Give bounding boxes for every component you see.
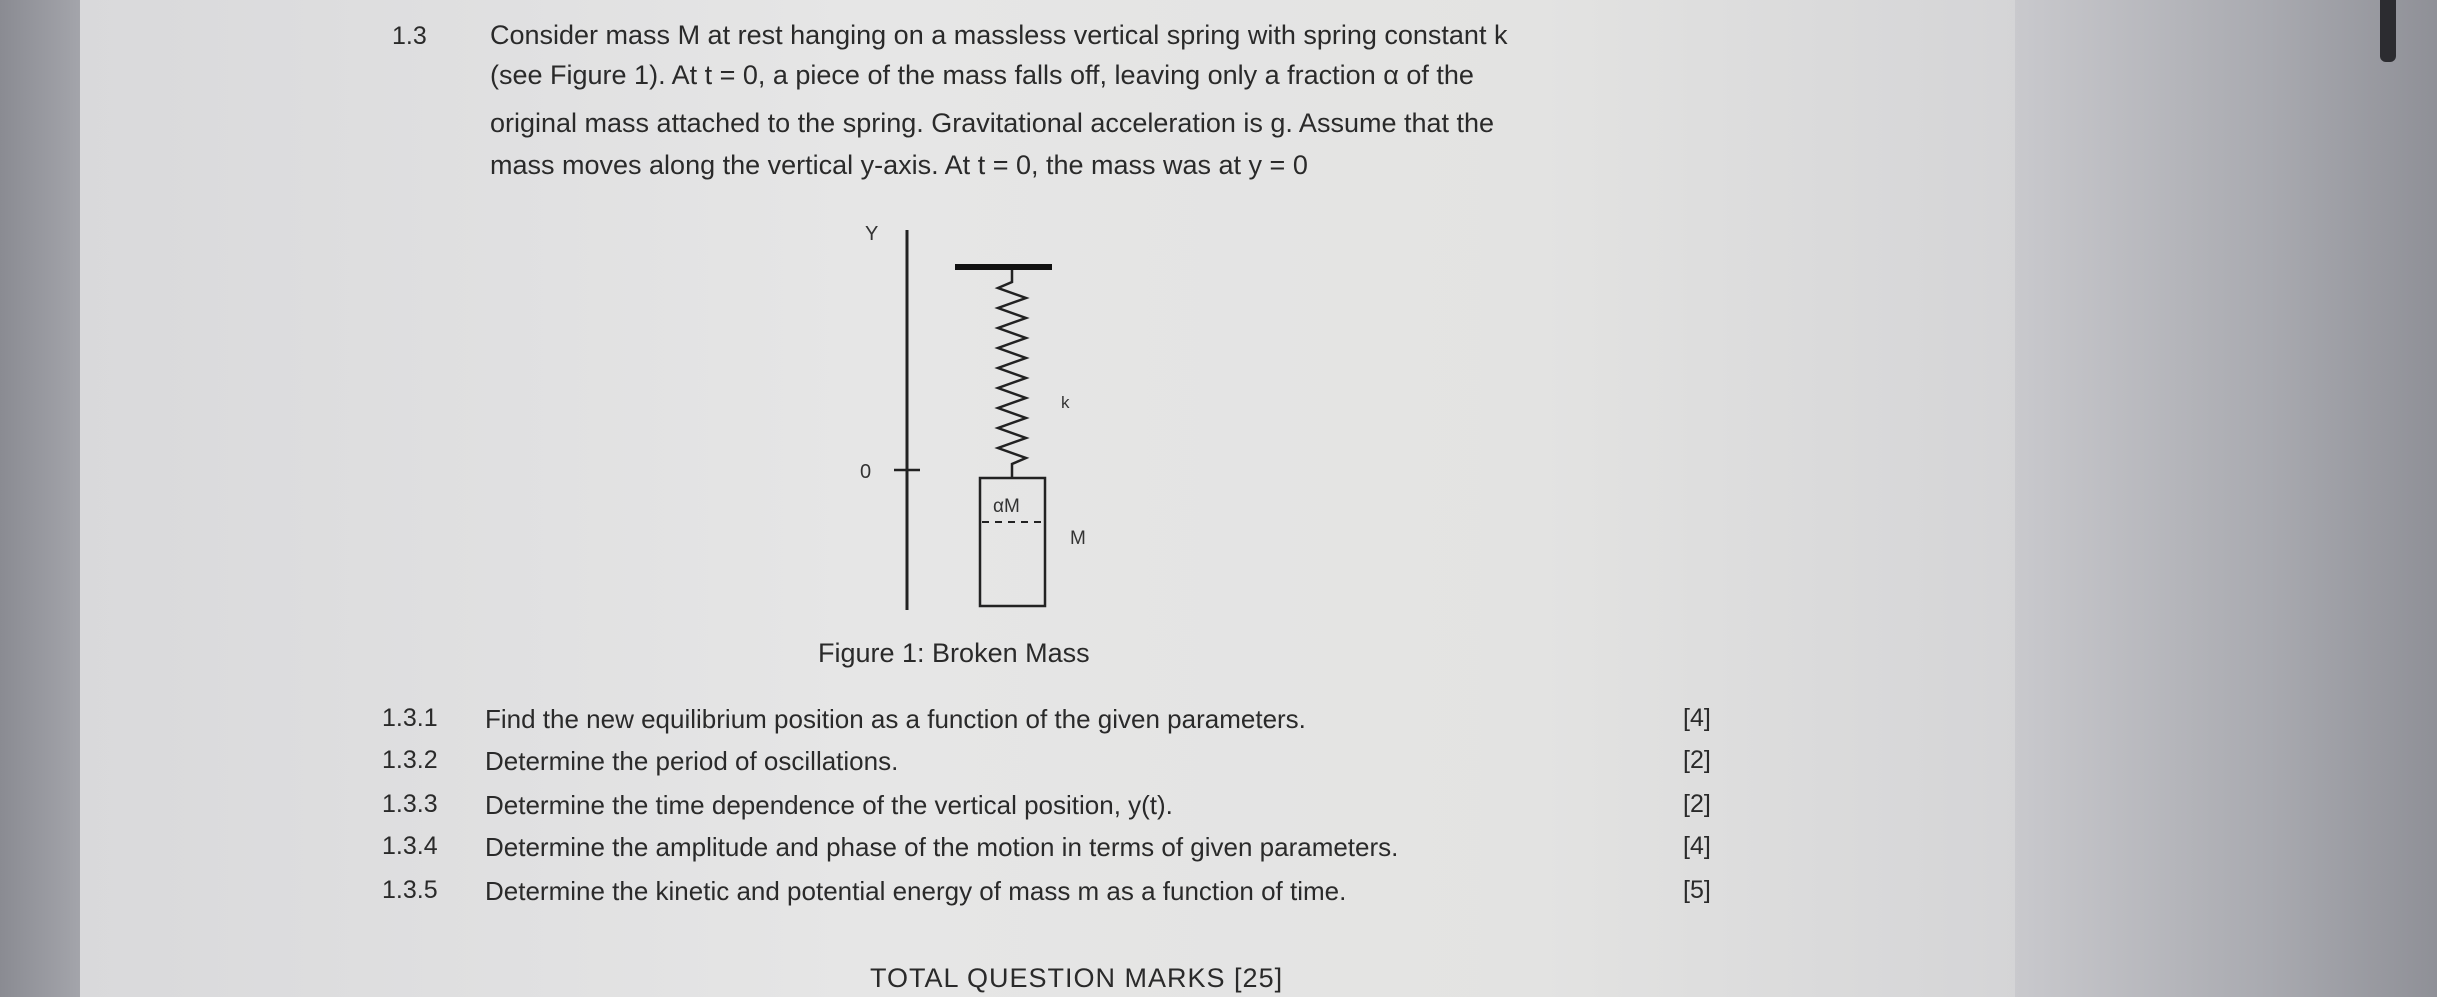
origin-label: 0 (860, 461, 872, 483)
total-mass-label: M (1070, 528, 1086, 549)
subquestion-marks-1: [4] (1683, 704, 1711, 732)
total-question-marks: TOTAL QUESTION MARKS [25] (870, 963, 1284, 993)
subquestion-text-1: Find the new equilibrium position as a function of the given parameters. (485, 704, 1306, 734)
subquestion-number-2: 1.3.2 (382, 746, 438, 774)
subquestion-marks-4: [4] (1683, 832, 1711, 860)
question-text-line-2: (see Figure 1). At t = 0, a piece of the mass falls off, leaving only a fraction α of the (490, 60, 1474, 90)
dark-binder-tab (2380, 0, 2396, 62)
question-text-line-3: original mass attached to the spring. Gravitational acceleration is g. Assume that the (490, 108, 1495, 138)
remaining-mass-label: αM (993, 496, 1020, 517)
subquestion-text-4: Determine the amplitude and phase of the motion in terms of given parameters. (485, 832, 1399, 862)
subquestion-text-3: Determine the time dependence of the vertical position, y(t). (485, 790, 1173, 820)
subquestion-number-5: 1.3.5 (382, 876, 438, 904)
subquestion-marks-3: [2] (1683, 790, 1711, 818)
subquestion-text-5: Determine the kinetic and potential energy of mass m as a function of time. (485, 876, 1347, 906)
subquestion-number-1: 1.3.1 (382, 704, 438, 732)
background-right-edge (2015, 0, 2437, 997)
spring (998, 270, 1026, 478)
subquestion-number-3: 1.3.3 (382, 790, 438, 818)
spring-constant-label: k (1061, 393, 1070, 412)
subquestion-number-4: 1.3.4 (382, 832, 438, 860)
question-text-line-4: mass moves along the vertical y-axis. At t = 0, the mass was at y = 0 (490, 150, 1308, 180)
subquestion-marks-2: [2] (1683, 746, 1711, 774)
figure-caption: Figure 1: Broken Mass (818, 638, 1090, 668)
figure-spring-mass (820, 210, 1120, 620)
question-number: 1.3 (392, 22, 427, 50)
background-left-edge (0, 0, 90, 997)
subquestion-text-2: Determine the period of oscillations. (485, 746, 899, 776)
spring-mass-diagram (820, 210, 1120, 620)
question-text-line-1: Consider mass M at rest hanging on a massless vertical spring with spring constant k (490, 20, 1508, 50)
y-axis-label: Y (865, 223, 879, 245)
subquestion-marks-5: [5] (1683, 876, 1711, 904)
